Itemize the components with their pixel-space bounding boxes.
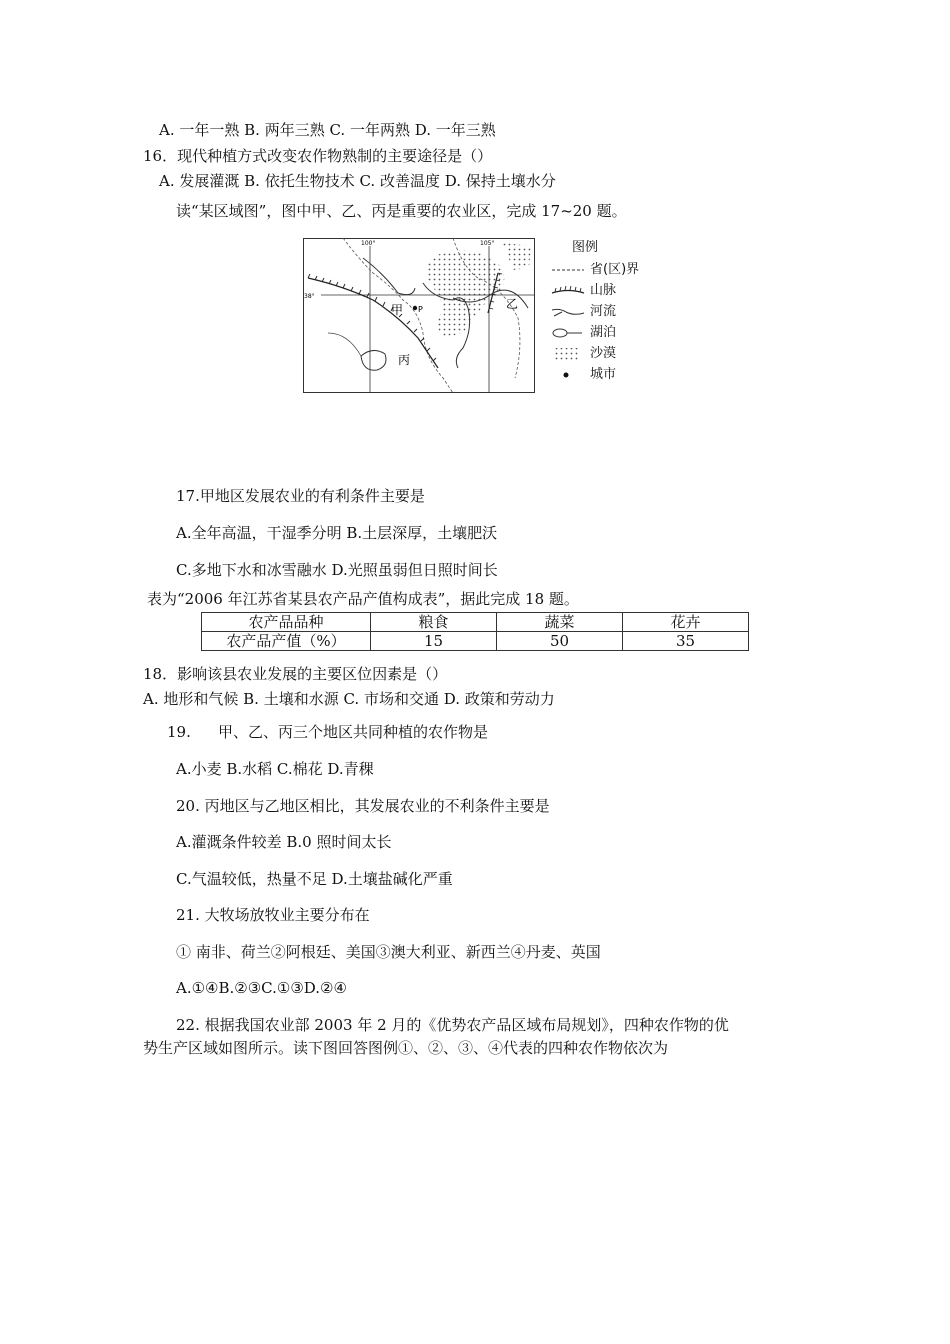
table-cell: 农产品产值（%） (202, 632, 371, 651)
table-cell: 50 (497, 632, 623, 651)
legend-item (550, 281, 660, 301)
table-cell: 15 (371, 632, 497, 651)
river-icon (550, 305, 586, 319)
q20-stem: 20. 丙地区与乙地区相比，其发展农业的不利条件主要是 (176, 797, 550, 815)
q19-number: 19. (167, 723, 191, 741)
mountain-range-icon (550, 284, 586, 298)
label-jia: 甲 (391, 303, 404, 317)
table-header-cell: 花卉 (623, 613, 749, 632)
q17-options-2: C.多地下水和冰雪融水 D.光照虽弱但日照时间长 (176, 561, 498, 579)
city-icon (550, 368, 586, 382)
label-yi: 乙 (506, 297, 519, 311)
label-lon105: 105° (480, 240, 495, 247)
q16-options: A. 发展灌溉 B. 依托生物技术 C. 改善温度 D. 保持土壤水分 (159, 172, 556, 190)
legend-label: 河流 (590, 304, 617, 319)
legend-item (550, 323, 660, 343)
product-value-table (201, 612, 749, 651)
legend-label: 沙漠 (590, 346, 617, 361)
q18-stem: 18．影响该县农业发展的主要区位因素是（） (143, 665, 448, 683)
table-cell: 35 (623, 632, 749, 651)
table-intro: 表为“2006 年江苏省某县农产品产值构成表”，据此完成 18 题。 (147, 590, 579, 608)
q15-options: A. 一年一熟 B. 两年三熟 C. 一年两熟 D. 一年三熟 (159, 121, 496, 139)
table-header-row (202, 613, 749, 632)
legend-label: 省(区)界 (590, 262, 640, 277)
legend-item (550, 365, 660, 385)
label-bing: 丙 (398, 353, 411, 367)
q21-options: A.①④B.②③C.①③D.②④ (176, 979, 347, 997)
legend-item (550, 302, 660, 322)
table-header-cell: 蔬菜 (497, 613, 623, 632)
city-p (413, 306, 417, 310)
q19-stem: 甲、乙、丙三个地区共同种植的农作物是 (218, 723, 489, 741)
table-row (202, 632, 749, 651)
province-boundary-icon (550, 263, 586, 277)
label-lon100: 100° (361, 240, 376, 247)
legend-item (550, 344, 660, 364)
legend-label: 城市 (590, 367, 617, 382)
q16-stem: 16．现代种植方式改变农作物熟制的主要途径是（） (143, 147, 493, 165)
legend-label: 山脉 (590, 283, 617, 298)
q22-stem-2: 势生产区域如图所示。读下图回答图例①、②、③、④代表的四种农作物依次为 (143, 1039, 669, 1057)
q17-stem: 17.甲地区发展农业的有利条件主要是 (176, 487, 425, 505)
q18-options: A. 地形和气候 B. 土壤和水源 C. 市场和交通 D. 政策和劳动力 (143, 690, 555, 708)
table-header-cell: 农产品品种 (202, 613, 371, 632)
region-map (303, 238, 535, 393)
label-lat38: 38° (304, 293, 315, 300)
desert-icon (550, 347, 586, 361)
legend-title: 图例 (572, 240, 599, 255)
q20-options-1: A.灌溉条件较差 B.0 照时间太长 (176, 833, 392, 851)
table-header-cell: 粮食 (371, 613, 497, 632)
q21-choices: ① 南非、荷兰②阿根廷、美国③澳大利亚、新西兰④丹麦、英国 (176, 943, 601, 961)
q20-options-2: C.气温较低，热量不足 D.土壤盐碱化严重 (176, 870, 453, 888)
q17-options-1: A.全年高温，干湿季分明 B.土层深厚，土壤肥沃 (176, 524, 498, 542)
q21-stem: 21. 大牧场放牧业主要分布在 (176, 906, 370, 924)
label-p: P (418, 305, 423, 314)
q19-options: A.小麦 B.水稻 C.棉花 D.青稞 (176, 760, 374, 778)
map-intro: 读“某区域图”，图中甲、乙、丙是重要的农业区，完成 17~20 题。 (176, 202, 627, 220)
q22-stem-1: 22. 根据我国农业部 2003 年 2 月的《优势农产品区域布局规划》，四种农作物的优 (176, 1016, 729, 1034)
lake-icon (550, 326, 586, 340)
legend-label: 湖泊 (590, 325, 617, 340)
legend-item (550, 260, 660, 280)
